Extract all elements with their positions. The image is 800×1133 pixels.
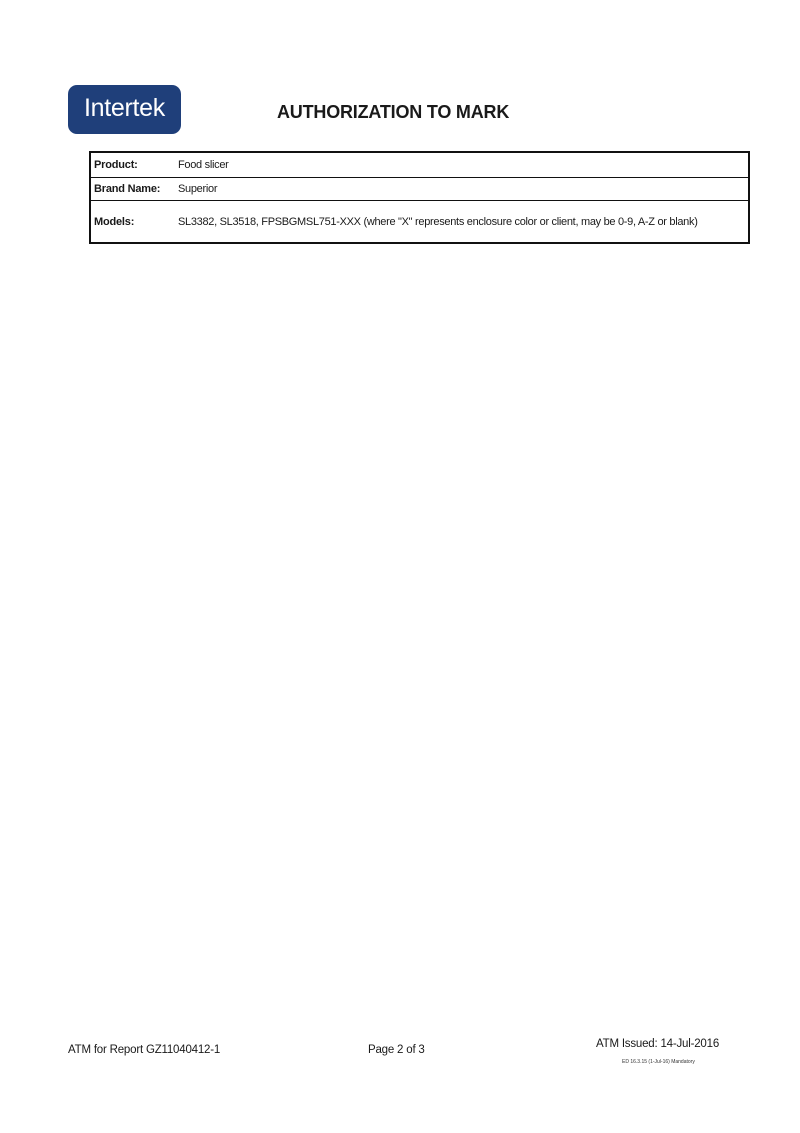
footer-report-number: ATM for Report GZ11040412-1 [68,1044,221,1056]
table-row-models [90,201,749,244]
intertek-logo [68,85,181,134]
footer-form-code: ED 16.3.15 (1-Jul-16) Mandatory [622,1059,695,1065]
document-title: AUTHORIZATION TO MARK [277,102,510,122]
table-row-brand [90,178,749,201]
models-value: SL3382, SL3518, FPSBGMSL751-XXX (where "X" represents enclosure color or client, may be 0-9, A-Z or blank) [174,201,749,244]
footer-page-number: Page 2 of 3 [368,1044,425,1056]
product-info-table [89,151,750,244]
models-label: Models: [90,201,174,244]
table-row-product [90,152,749,178]
brand-name-label: Brand Name: [90,178,174,201]
product-value: Food slicer [174,152,749,178]
logo-text: Intertek [84,94,165,122]
footer-issued-date: ATM Issued: 14-Jul-2016 [596,1038,720,1050]
brand-name-value: Superior [174,178,749,201]
product-label: Product: [90,152,174,178]
